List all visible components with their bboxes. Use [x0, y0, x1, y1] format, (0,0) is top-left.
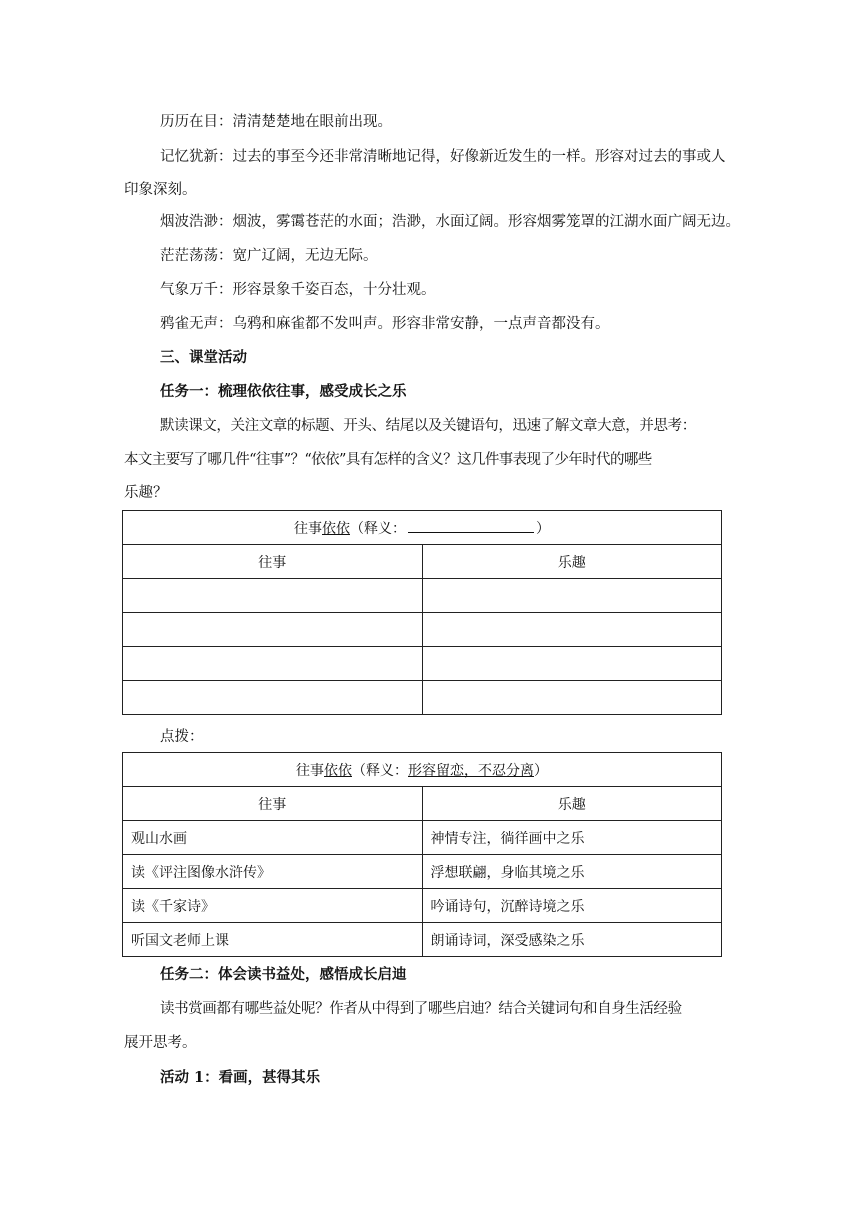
event-cell: 观山水画 — [123, 821, 423, 855]
activity-heading: 活动 1：看画，甚得其乐 — [160, 1069, 321, 1086]
worksheet-table-title: 往事依依（释义： ） — [123, 511, 722, 545]
task1-paragraph-line: 默读课文，关注文章的标题、开头、结尾以及关键语句，迅速了解文章大意，并思考： — [160, 418, 696, 434]
blank-cell[interactable] — [422, 613, 722, 647]
definition-term: 气象万千： — [160, 282, 233, 298]
definition-continuation: 印象深刻。 — [124, 182, 197, 198]
answer-table — [122, 752, 722, 957]
table-row — [123, 889, 722, 923]
task2-paragraph-line: 展开思考。 — [124, 1035, 197, 1051]
definition-term: 历历在目： — [160, 114, 233, 130]
definition-term: 鸦雀无声： — [160, 316, 233, 332]
blank-cell[interactable] — [123, 647, 423, 681]
definition-text: 烟波，雾霭苍茫的水面；浩渺，水面辽阔。形容烟雾笼罩的江湖水面广阔无边。 — [232, 214, 740, 230]
blank-cell[interactable] — [422, 647, 722, 681]
definition-text: 清清楚楚地在眼前出现。 — [232, 114, 392, 130]
definition-line — [124, 212, 770, 232]
task1-heading: 任务一：梳理依依往事，感受成长之乐 — [160, 383, 407, 400]
column-header: 往事 — [123, 545, 423, 579]
definition-line — [124, 314, 770, 334]
column-header: 乐趣 — [422, 545, 722, 579]
definition-text: 过去的事至今还非常清晰地记得，好像新近发生的一样。形容对过去的事或人 — [232, 149, 726, 165]
definition-term: 茫茫荡荡： — [160, 248, 233, 264]
underlined-word: 依依 — [324, 762, 352, 779]
event-cell: 听国文老师上课 — [123, 923, 423, 957]
definition-term: 记忆犹新： — [160, 149, 233, 165]
table-row — [123, 821, 722, 855]
worksheet-table — [122, 510, 722, 715]
table-row — [123, 855, 722, 889]
meaning-text: 形容留恋，不忍分离 — [408, 762, 534, 779]
joy-cell: 浮想联翩，身临其境之乐 — [422, 855, 722, 889]
blank-cell[interactable] — [123, 613, 423, 647]
blank-cell[interactable] — [422, 579, 722, 613]
definition-term: 烟波浩渺： — [160, 214, 233, 230]
column-header: 往事 — [123, 787, 423, 821]
section-heading: 三、课堂活动 — [160, 349, 247, 366]
task2-paragraph-line: 读书赏画都有哪些益处呢？作者从中得到了哪些启迪？结合关键词句和自身生活经验 — [160, 1001, 682, 1017]
column-header: 乐趣 — [422, 787, 722, 821]
joy-cell: 朗诵诗词，深受感染之乐 — [422, 923, 722, 957]
underlined-word: 依依 — [322, 520, 350, 537]
table-row — [123, 923, 722, 957]
definition-text: 形容景象千姿百态，十分壮观。 — [232, 282, 436, 298]
fill-in-blank[interactable] — [408, 518, 534, 533]
blank-cell[interactable] — [422, 681, 722, 715]
definition-text: 乌鸦和麻雀都不发叫声。形容非常安静，一点声音都没有。 — [232, 316, 610, 332]
event-cell: 读《千家诗》 — [123, 889, 423, 923]
answer-table-title: 往事依依（释义：形容留恋，不忍分离） — [123, 753, 722, 787]
definition-text: 宽广辽阔，无边无际。 — [232, 248, 378, 264]
blank-cell[interactable] — [123, 681, 423, 715]
task2-heading: 任务二：体会读书益处，感悟成长启迪 — [160, 966, 407, 983]
hint-label: 点拨： — [160, 729, 204, 745]
definition-line — [124, 246, 770, 266]
joy-cell: 神情专注，徜徉画中之乐 — [422, 821, 722, 855]
joy-cell: 吟诵诗句，沉醉诗境之乐 — [422, 889, 722, 923]
definition-line — [124, 147, 770, 167]
definition-line — [124, 280, 770, 300]
task1-paragraph-line: 乐趣？ — [124, 485, 168, 501]
task1-paragraph-line: 本文主要写了哪几件“往事”？“依依”具有怎样的含义？这几件事表现了少年时代的哪些 — [124, 452, 652, 468]
definition-line — [124, 112, 770, 132]
blank-cell[interactable] — [123, 579, 423, 613]
event-cell: 读《评注图像水浒传》 — [123, 855, 423, 889]
